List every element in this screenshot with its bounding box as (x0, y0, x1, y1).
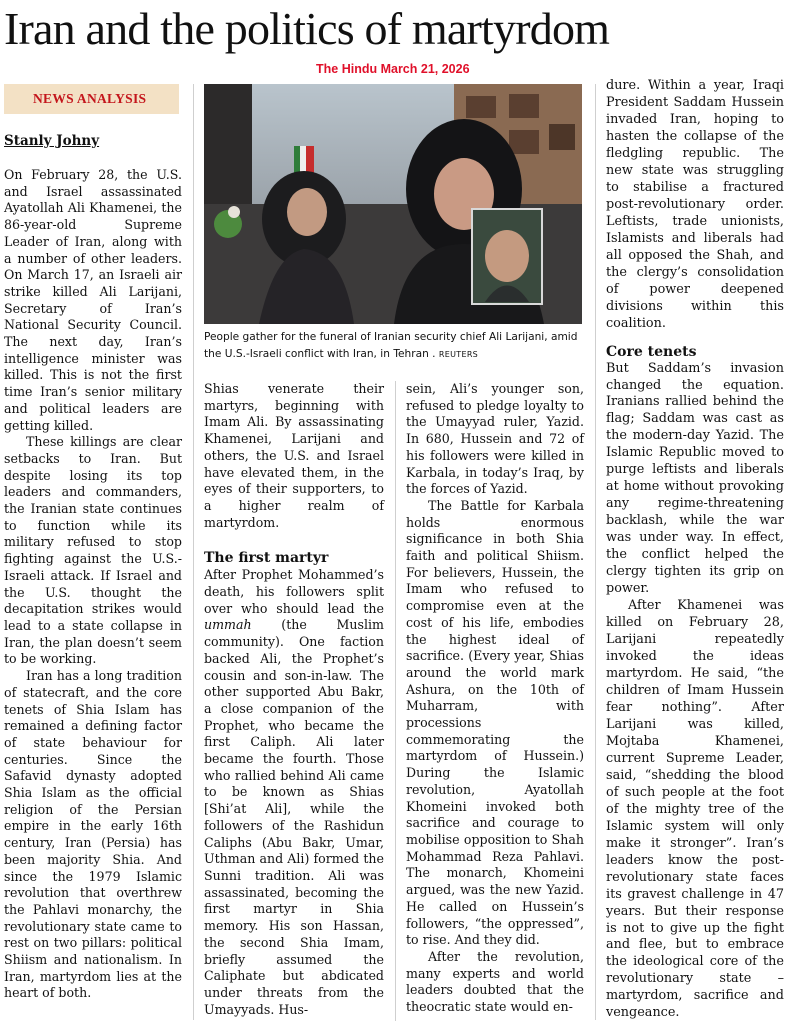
paragraph: After the revolution, many experts and world leaders doubted that the theocratic state would en- (406, 948, 584, 1015)
funeral-photo-image (204, 84, 582, 324)
photo-caption-text: People gather for the funeral of Iranian security chief Ali Larijani, amid the U.S.-Israeli conflict with Iran, in Tehran . (204, 331, 578, 360)
column-rule (595, 84, 596, 1020)
column-rule (395, 381, 396, 1021)
paragraph: Shias venerate their martyrs, beginning with Imam Ali. By assassinating Khamenei, Larijani and others, the U.S. and Israel have elevated them, in the eyes of their supporters, to a higher realm of martyrdom. (204, 381, 384, 530)
photo-credit: REUTERS (438, 349, 479, 359)
article-column-4 (606, 78, 784, 1022)
paragraph-text: After Prophet Mohammed’s death, his followers split over who should lead the (204, 567, 384, 616)
subheading-first-martyr: The first martyr (204, 550, 329, 567)
article-column-2 (204, 381, 384, 1018)
dateline: The Hindu March 21, 2026 (316, 62, 470, 76)
ummah-term: ummah (204, 617, 252, 633)
paragraph: sein, Ali’s younger son, refused to pledge loyalty to the Umayyad ruler, Yazid. In 680, Hussein and 72 of his followers were killed in Karbala, in today’s Iraq, by the forces of Yazid. (406, 381, 584, 497)
headline: Iran and the politics of martyrdom (4, 3, 610, 54)
article-column-1 (4, 133, 182, 1002)
news-analysis-kicker: NEWS ANALYSIS (4, 84, 179, 114)
byline[interactable]: Stanly Johny (4, 133, 100, 149)
paragraph (204, 567, 384, 1018)
paragraph: After Khamenei was killed on February 28, Larijani repeatedly invoked the ideas martyrdom. He said, “the children of Imam Hussein fear nothing”. After Larijani was killed, Mojtaba Khamenei, current Supreme Leader, said, “shedding the blood of such people at the foot of the mighty tree of the Islamic system will only make it stronger”. Iran’s leaders know the post-revolutionary state faces its gravest challenge in 47 years. But their response is not to give up the fight and flee, but to embrace the ideological core of the revolutionary state – martyrdom, sacrifice and vengeance. (606, 598, 784, 1021)
subheading-core-tenets: Core tenets (606, 343, 697, 360)
article-column-3 (406, 381, 584, 1016)
photo-caption (204, 329, 584, 363)
paragraph-text: (the Muslim community). One faction backed Ali, the Prophet’s cousin and son-in-law. The other supported Abu Bakr, a close companion of the Prophet, who became the first Caliph. Ali later became the fourth. Those who rallied behind Ali came to be known as Shias [Shi’at Ali], while the followers of the Rashidun Caliphs (Abu Bakr, Umar, Uthman and Ali) formed the Sunni tradition. Ali was assassinated, becoming the first martyr in Shia memory. His son Hassan, the second Shia Imam, briefly assumed the Caliphate but abdicated under threats from the Umayyads. Hus- (204, 617, 384, 1017)
paragraph: Iran has a long tradition of statecraft, and the core tenets of Shia Islam has remained a defining factor of state behaviour for centuries. Since the Safavid dynasty adopted Shia Islam as the official religion of the Persian empire in the early 16th century, Iran (Persia) has been majority Shia. And since the 1979 Islamic revolution that overthrew the Pahlavi monarchy, the revolutionary state came to rest on two pillars: political Shiism and nationalism. In Iran, martyrdom lies at the heart of both. (4, 668, 182, 1001)
paragraph: But Saddam’s invasion changed the equation. Iranians rallied behind the flag; Saddam was cast as the modern-day Yazid. The Islamic Republic moved to purge leftists and liberals at home without provoking any regime-threatening backlash, while the war was under way. In effect, the conflict helped the clergy tighten its grip on power. (606, 360, 784, 597)
column-rule (193, 84, 194, 1020)
funeral-photo (204, 84, 582, 324)
paragraph: The Battle for Karbala holds enormous significance in both Shia faith and political Shiism. For believers, Hussein, the Imam who refused to compromise even at the cost of his life, embodies the highest ideal of sacrifice. (Every year, Shias around the world mark Ashura, on the 10th of Muharram, with processions commemorating the martyrdom of Hussein.) During the Islamic revolution, Ayatollah Khomeini invoked both sacrifice and courage to mobilise opposition to Shah Mohammad Reza Pahlavi. The monarch, Khomeini argued, was the new Yazid. He called on Hussein’s followers, “the oppressed”, to rise. And they did. (406, 497, 584, 948)
paragraph: dure. Within a year, Iraqi President Saddam Hussein invaded Iran, hoping to hasten the collapse of the fledgling republic. The new state was struggling to stabilise a fractured post-revolutionary order. Leftists, trade unionists, Islamists and liberals had all opposed the Shah, and the clergy’s consolidation of power deepened divisions within this coalition. (606, 78, 784, 331)
paragraph: These killings are clear setbacks to Iran. But despite losing its top leaders and commanders, the Iranian state continues to function while its military refused to stop fighting against the U.S.-Israeli attack. If Israel and the U.S. thought the decapitation strikes would lead to a state collapse in Iran, the plan doesn’t seem to be working. (4, 434, 182, 667)
paragraph: On February 28, the U.S. and Israel assassinated Ayatollah Ali Khamenei, the 86-year-old Supreme Leader of Iran, along with a number of other leaders. On March 17, an Israeli air strike killed Ali Larijani, Secretary of Iran’s National Security Council. The next day, Iran’s intelligence minister was killed. This is not the first time Iran’s senior military and political leaders are getting killed. (4, 167, 182, 433)
